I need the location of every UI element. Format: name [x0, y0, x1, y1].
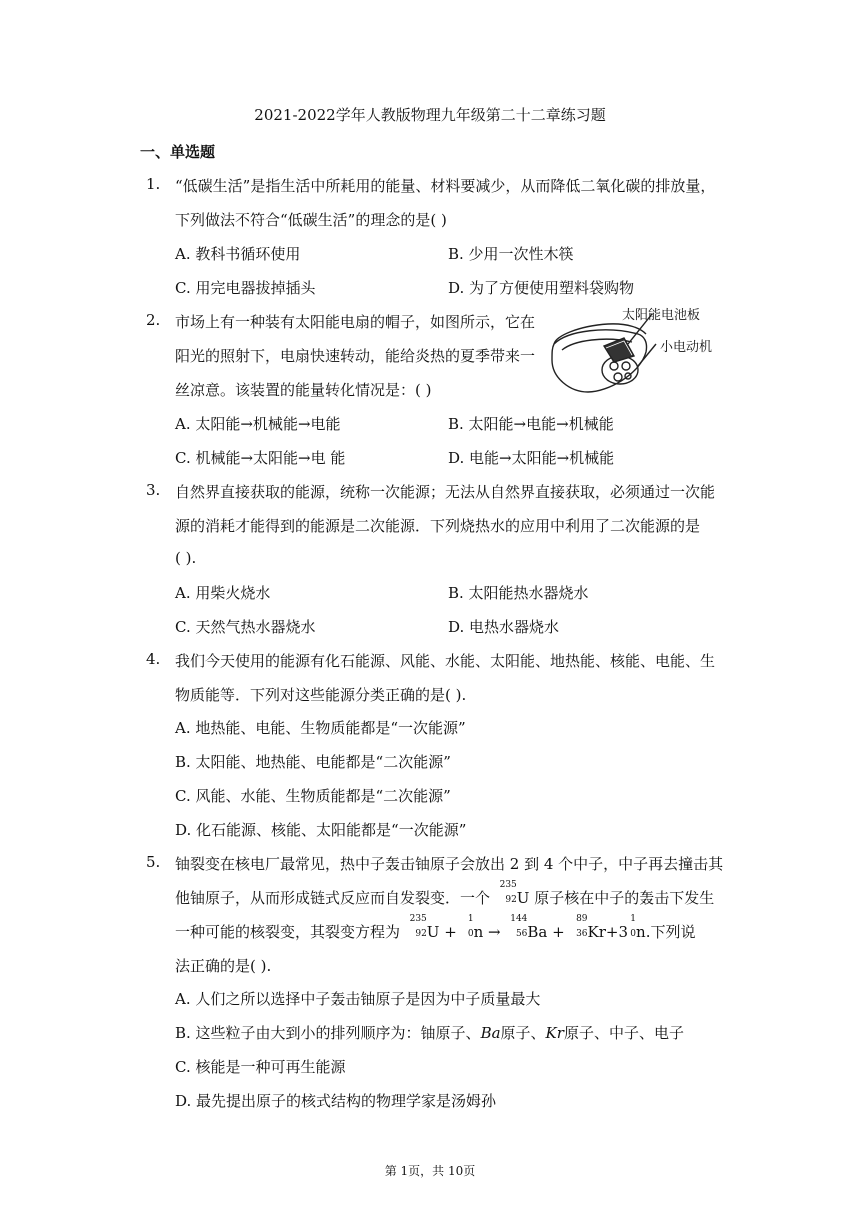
option-a: A. 教科书循环使用: [175, 245, 301, 263]
question-text: 丝凉意。该装置的能量转化情况是：( ): [175, 381, 432, 399]
element-symbol: n: [636, 923, 646, 941]
option-d: D. 电能→太阳能→机械能: [448, 449, 615, 467]
question-text: 铀裂变在核电厂最常见，热中子轰击铀原子会放出 2 到 4 个中子，中子再去撞击其: [175, 855, 724, 873]
option-text: 原子、中子、电子: [563, 1024, 684, 1042]
atomic-number: 92: [505, 895, 517, 905]
nuclide-neutron: [628, 914, 637, 939]
element-symbol: n: [473, 923, 484, 941]
solar-fan-hat-figure: [548, 300, 720, 400]
question-text: 物质能等．下列对这些能源分类正确的是( ).: [175, 686, 467, 704]
question-number: 1.: [146, 175, 161, 193]
atomic-number: 92: [415, 929, 427, 939]
plus-sign: +: [605, 923, 619, 941]
plus-sign: +: [444, 923, 457, 941]
question-text: 下列做法不符合“低碳生活”的理念的是( ): [175, 211, 447, 229]
option-c: C. 核能是一种可再生能源: [175, 1058, 346, 1076]
option-d: D. 最先提出原子的核式结构的物理学家是汤姆孙: [175, 1092, 497, 1110]
mass-number: 1: [630, 914, 637, 924]
question-text: 市场上有一种装有太阳能电扇的帽子，如图所示，它在: [175, 313, 536, 331]
option-b: B. 少用一次性木筷: [448, 245, 574, 263]
option-text: B. 这些粒子由大到小的排列顺序为：铀原子、: [175, 1024, 481, 1042]
question-text: ( ).: [175, 549, 197, 567]
question-text: 阳光的照射下，电扇快速转动，能给炎热的夏季带来一: [175, 347, 536, 365]
question-text-part: 一种可能的核裂变，其裂变方程为: [175, 923, 401, 941]
question-number: 4.: [146, 650, 161, 668]
mass-number: 235: [499, 880, 517, 890]
option-b: B. 太阳能、地热能、电能都是“二次能源”: [175, 753, 451, 771]
atomic-number: 0: [467, 929, 474, 939]
atomic-number: 0: [630, 929, 637, 939]
question-text-part: .下列说: [645, 923, 696, 941]
reaction-arrow: →: [488, 923, 501, 941]
question-number: 5.: [146, 853, 161, 871]
option-b: B. 太阳能热水器烧水: [448, 584, 589, 602]
mass-number: 1: [467, 914, 474, 924]
element-symbol: Kr: [587, 923, 606, 941]
option-d: D. 电热水器烧水: [448, 618, 560, 636]
option-c: C. 机械能→太阳能→电 能: [175, 449, 346, 467]
option-a: A. 地热能、电能、生物质能都是“一次能源”: [175, 719, 466, 737]
option-text-italic: Ba: [480, 1024, 501, 1042]
nuclide-uranium: [495, 880, 517, 905]
plus-sign: +: [552, 923, 565, 941]
option-d: D. 为了方便使用塑料袋购物: [448, 279, 635, 297]
option-a: A. 太阳能→机械能→电能: [175, 415, 341, 433]
question-text: [175, 880, 715, 908]
figure-label-solar-panel: 太阳能电池板: [622, 308, 701, 323]
element-symbol: U: [516, 889, 530, 907]
question-text: [175, 914, 696, 942]
option-text-italic: Kr: [545, 1024, 564, 1042]
question-text: “低碳生活”是指生活中所耗用的能量、材料要减少，从而降低二氧化碳的排放量，: [175, 177, 716, 195]
option-c: C. 风能、水能、生物质能都是“二次能源”: [175, 787, 451, 805]
mass-number: 235: [409, 914, 427, 924]
option-b: [175, 1022, 684, 1043]
figure-label-motor: 小电动机: [660, 340, 713, 355]
question-text: 我们今天使用的能源有化石能源、风能、水能、太阳能、地热能、核能、电能、生: [175, 652, 716, 670]
mass-number: 89: [576, 914, 588, 924]
option-text: 原子、: [500, 1024, 546, 1042]
coefficient: 3: [618, 923, 629, 941]
option-a: A. 人们之所以选择中子轰击铀原子是因为中子质量最大: [175, 990, 541, 1008]
atomic-number: 36: [576, 929, 588, 939]
element-symbol: U: [426, 923, 440, 941]
nuclide-uranium: [405, 914, 427, 939]
option-a: A. 用柴火烧水: [175, 584, 271, 602]
page-title: 2021-2022学年人教版物理九年级第二十二章练习题: [254, 106, 606, 124]
question-text: 源的消耗才能得到的能源是二次能源．下列烧热水的应用中利用了二次能源的是: [175, 517, 701, 535]
option-b: B. 太阳能→电能→机械能: [448, 415, 614, 433]
question-text: 法正确的是( ).: [175, 957, 272, 975]
question-text-part: 原子核在中子的轰击下发生: [534, 889, 715, 907]
atomic-number: 56: [515, 929, 528, 939]
mass-number: 144: [510, 914, 528, 924]
nuclide-krypton: [570, 914, 588, 939]
nuclide-neutron: [462, 914, 474, 939]
question-number: 3.: [146, 481, 161, 499]
nuclide-barium: [505, 914, 528, 939]
option-c: C. 用完电器拔掉插头: [175, 279, 316, 297]
section-heading: 一、单选题: [140, 143, 216, 161]
option-c: C. 天然气热水器烧水: [175, 618, 316, 636]
question-number: 2.: [146, 311, 161, 329]
page-footer: 第 1页，共 10页: [384, 1164, 476, 1178]
option-d: D. 化石能源、核能、太阳能都是“一次能源”: [175, 821, 467, 839]
question-text: 自然界直接获取的能源，统称一次能源；无法从自然界直接获取，必须通过一次能: [175, 483, 716, 501]
question-text-part: 他铀原子，从而形成链式反应而自发裂变．一个: [175, 889, 491, 907]
element-symbol: Ba: [527, 923, 548, 941]
